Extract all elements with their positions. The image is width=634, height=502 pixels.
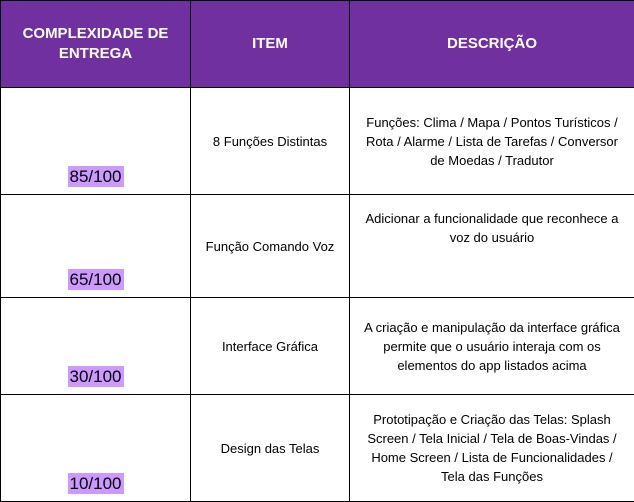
table-row — [1, 298, 634, 395]
complexity-score: 85/100 — [68, 166, 124, 187]
complexity-cell — [1, 195, 191, 298]
header-row — [1, 1, 634, 88]
description-cell: Adicionar a funcionalidade que reconhece a voz do usuário — [350, 195, 634, 298]
table-row — [1, 395, 634, 502]
complexity-cell — [1, 298, 191, 395]
complexity-score: 10/100 — [68, 473, 124, 494]
description-cell: Funções: Clima / Mapa / Pontos Turísticos / Rota / Alarme / Lista de Tarefas / Conversor de Moedas / Tradutor — [350, 88, 634, 195]
header-complexity: COMPLEXIDADE DE ENTREGA — [1, 1, 191, 88]
header-description: DESCRIÇÃO — [350, 1, 634, 88]
complexity-cell — [1, 88, 191, 195]
description-cell: A criação e manipulação da interface gráfica permite que o usuário interaja com os elementos do app listados acima — [350, 298, 634, 395]
header-item: ITEM — [191, 1, 350, 88]
table-row — [1, 195, 634, 298]
item-cell: Interface Gráfica — [191, 298, 350, 395]
table-row — [1, 88, 634, 195]
item-cell: Design das Telas — [191, 395, 350, 502]
description-cell: Prototipação e Criação das Telas: Splash Screen / Tela Inicial / Tela de Boas-Vindas / Home Screen / Lista de Funcionalidades / Tela das Funções — [350, 395, 634, 502]
item-cell: Função Comando Voz — [191, 195, 350, 298]
complexity-cell — [1, 395, 191, 502]
complexity-score: 30/100 — [68, 366, 124, 387]
item-cell: 8 Funções Distintas — [191, 88, 350, 195]
complexity-score: 65/100 — [68, 269, 124, 290]
